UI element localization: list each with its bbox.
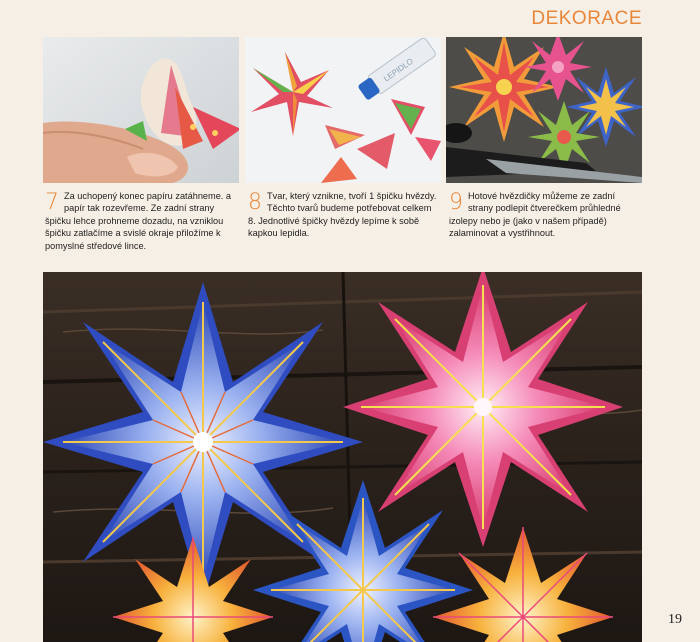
finished-stars-photo [43,272,642,642]
step-7-text: Za uchopený konec papíru zatáhneme. a papír tak rozevřeme. Ze zadní strany špičku lehce prohneme dozadu, na vzniklou špičku zatlačíme a svislé okraje přiložíme k pomyslné středové lince. [45,191,232,251]
svg-text:LEPIDLO: LEPIDLO [382,56,415,84]
step-7 [45,190,240,252]
step-9-photo [446,37,642,183]
step-8-photo [245,37,441,183]
page-number: 19 [668,612,682,627]
step-8-number: 8 [248,190,262,215]
step-8 [248,190,440,240]
section-title: DEKORACE [531,8,642,29]
step-7-number: 7 [45,190,59,215]
step-9 [449,190,641,240]
step-7-photo [43,37,239,183]
step-9-text: Hotové hvězdičky můžeme ze zadní strany podlepit čtverečkem průhledné izolepy nebo je (jako v našem případě) zalaminovat a vystřihnout. [449,191,621,239]
step-9-number: 9 [449,190,463,215]
step-8-text: Tvar, který vznikne, tvoří 1 špičku hvězdy. Těchto tvarů budeme potřebovat celkem 8. Jednotlivé špičky hvězdy lepíme k sobě kapkou lepidla. [248,191,437,239]
